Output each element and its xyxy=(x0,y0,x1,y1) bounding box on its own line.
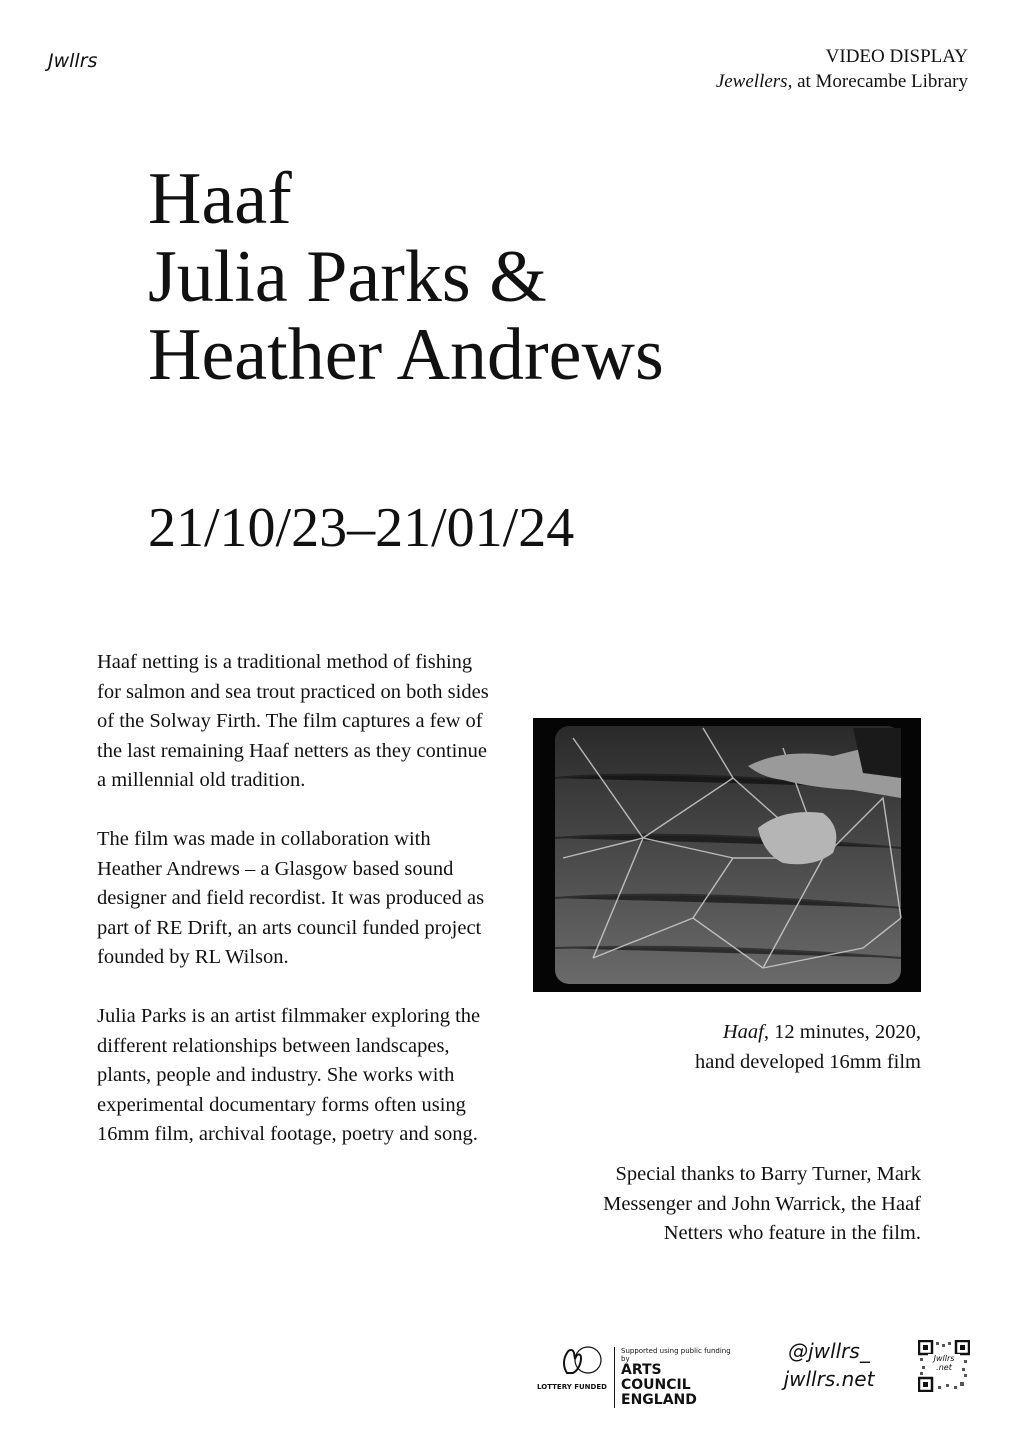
qr-label-line-2: .net xyxy=(936,1363,952,1372)
arts-council-logo xyxy=(614,1347,731,1408)
qr-label-line-1: Jwllrs xyxy=(933,1354,955,1363)
lottery-text: LOTTERY FUNDED xyxy=(537,1383,607,1391)
title-film: Haaf xyxy=(148,158,292,240)
venue-name: Jewellers xyxy=(715,71,788,92)
social-links xyxy=(770,1337,888,1393)
qr-label xyxy=(928,1354,960,1376)
film-caption xyxy=(695,1018,921,1077)
caption-film-title: Haaf xyxy=(722,1021,764,1043)
caption-details: , 12 minutes, 2020, xyxy=(763,1021,921,1043)
exhibition-dates: 21/10/23–21/01/24 xyxy=(148,497,575,559)
venue-location: , at Morecambe Library xyxy=(787,71,968,92)
brand-logo: Jwllrs xyxy=(48,50,98,72)
category-label: VIDEO DISPLAY xyxy=(825,46,968,67)
funder-logos xyxy=(536,1345,731,1408)
film-still xyxy=(533,718,921,992)
film-still-image xyxy=(533,718,921,992)
qr-code[interactable] xyxy=(918,1340,970,1392)
arts-council-name-1: ARTS COUNCIL xyxy=(621,1362,691,1393)
arts-council-ring-icon xyxy=(570,1345,606,1375)
description xyxy=(97,648,497,1179)
special-thanks: Special thanks to Barry Turner, Mark Messenger and John Warrick, the Haaf Netters who feature in the film. xyxy=(603,1163,921,1245)
lottery-logo xyxy=(536,1345,608,1395)
header-info xyxy=(716,44,968,94)
venue-label xyxy=(716,69,968,94)
title-artist-2: Heather Andrews xyxy=(148,314,664,396)
caption-line-1 xyxy=(695,1018,921,1048)
paragraph-artist-bio: Julia Parks is an artist filmmaker exploring the different relationships between landscapes, plants, people and industry. She works with experimental documentary forms often using 16mm film, archival footage, poetry and song. xyxy=(97,1004,481,1146)
caption-line-2: hand developed 16mm film xyxy=(694,1050,921,1073)
arts-council-supported: Supported using public funding by xyxy=(621,1347,731,1363)
arts-council-name-2: ENGLAND xyxy=(621,1392,697,1408)
website-link[interactable]: jwllrs.net xyxy=(783,1367,875,1391)
page-title xyxy=(148,160,664,394)
social-handle[interactable]: @jwllrs_ xyxy=(788,1339,870,1363)
paragraph-haaf: Haaf netting is a traditional method of fishing for salmon and sea trout practiced on both sides of the Solway Firth. The film captures a few of the last remaining Haaf netters as they continue a millennial old tradition. xyxy=(97,651,489,792)
title-artist-1: Julia Parks & xyxy=(148,236,547,318)
paragraph-collaboration: The film was made in collaboration with Heather Andrews – a Glasgow based sound designer and field recordist. It was produced as part of RE Drift, an arts council funded project founded by RL Wilson. xyxy=(97,827,485,969)
